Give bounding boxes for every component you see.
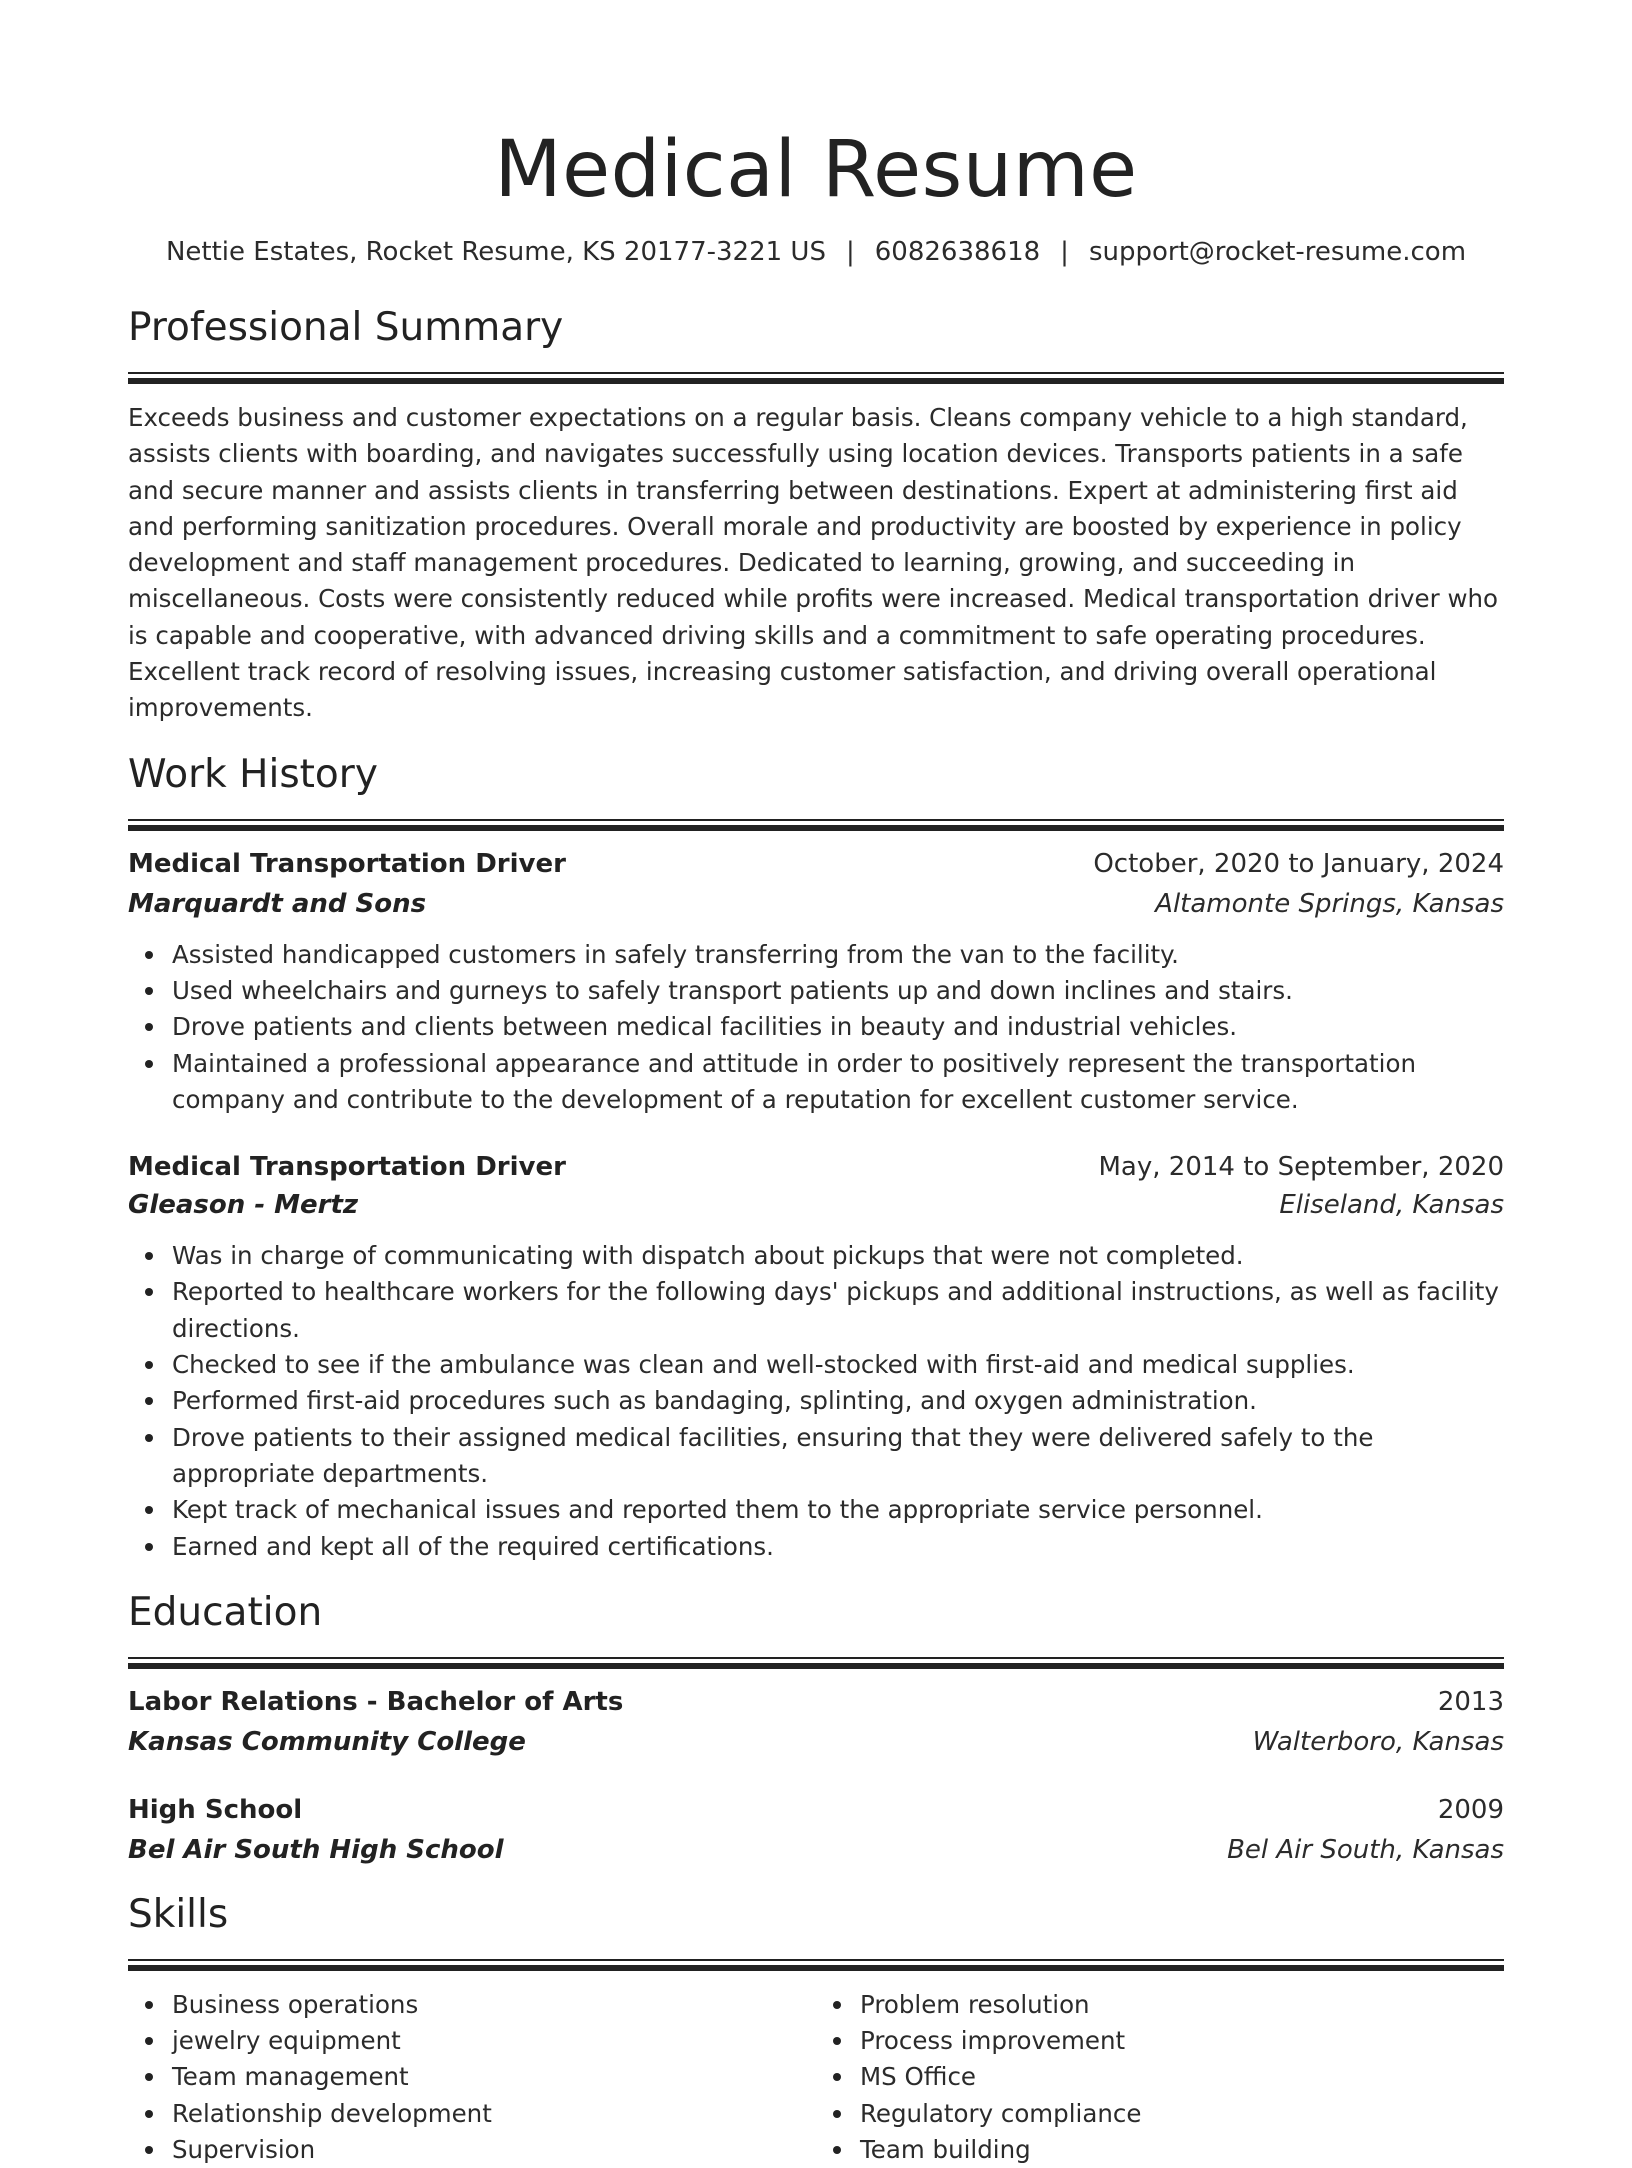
summary-text: Exceeds business and customer expectations on a regular basis. Cleans company vehicle to a high standard, assists clients with boarding, and navigates successfully using location devices. Transports patients in a safe and secure manner and assists clients in transferring between destinations. Expert at administering first aid and performing sanitization procedures. Overall morale and productivity are boosted by experience in policy development and staff management procedures. Dedicated to learning, growing, and succeeding in miscellaneous. Costs were consistently reduced while profits were increased. Medical transportation driver who is capable and cooperative, with advanced driving skills and a commitment to safe operating procedures. Excellent track record of resolving issues, increasing customer satisfaction, and driving overall operational improvements. (128, 403, 1499, 723)
education-school: Kansas Community College (128, 1726, 526, 1757)
list-item: Earned and kept all of the required certifications. (172, 1529, 1504, 1565)
skill-item: Team building (860, 2132, 1504, 2168)
section-divider (128, 1959, 1504, 1971)
skill-item: jewelry equipment (172, 2023, 816, 2059)
education-year: 2009 (1437, 1794, 1504, 1825)
education-section (128, 1589, 1504, 1869)
list-item: Reported to healthcare workers for the following days' pickups and additional instructions, as well as facility directions. (172, 1274, 1504, 1347)
contact-email: support@rocket-resume.com (1088, 237, 1467, 267)
contact-separator: | (1060, 237, 1069, 267)
education-location: Bel Air South, Kansas (1227, 1834, 1504, 1865)
job-employer: Gleason - Mertz (128, 1190, 359, 1221)
list-item: Drove patients to their assigned medical facilities, ensuring that they were delivered safely to the appropriate departments. (172, 1420, 1504, 1493)
education-year: 2013 (1437, 1686, 1504, 1717)
skills-grid (128, 1987, 1504, 2168)
job-location: Altamonte Springs, Kansas (1155, 888, 1504, 919)
job-employer: Marquardt and Sons (128, 888, 427, 919)
list-item: Used wheelchairs and gurneys to safely transport patients up and down inclines and stairs. (172, 973, 1504, 1009)
list-item: Checked to see if the ambulance was clean and well-stocked with first-aid and medical supplies. (172, 1347, 1504, 1383)
section-title-work: Work History (128, 751, 378, 797)
list-item: Kept track of mechanical issues and reported them to the appropriate service personnel. (172, 1492, 1504, 1528)
job-entry (128, 845, 1504, 1118)
list-item: Was in charge of communicating with dispatch about pickups that were not completed. (172, 1238, 1504, 1274)
education-school: Bel Air South High School (128, 1834, 504, 1865)
section-title-education: Education (128, 1589, 323, 1635)
contact-separator: | (845, 237, 855, 267)
section-title-summary: Professional Summary (128, 305, 564, 350)
list-item: Drove patients and clients between medical facilities in beauty and industrial vehicles. (172, 1009, 1504, 1045)
section-divider (128, 1657, 1504, 1669)
job-bullets (128, 1238, 1504, 1565)
section-divider (128, 372, 1504, 384)
section-divider (128, 819, 1504, 831)
summary-section (128, 304, 1504, 727)
section-title-skills: Skills (128, 1891, 229, 1937)
education-entry (128, 1791, 1504, 1869)
skill-item: Process improvement (860, 2023, 1504, 2059)
contact-phone: 6082638618 (874, 237, 1041, 267)
work-section (128, 751, 1504, 1565)
skill-item: Relationship development (172, 2096, 816, 2132)
job-location: Eliseland, Kansas (1279, 1190, 1504, 1221)
education-location: Walterboro, Kansas (1252, 1726, 1504, 1757)
skills-section (128, 1891, 1504, 2168)
skills-column-right (816, 1987, 1504, 2168)
list-item: Maintained a professional appearance and attitude in order to positively represent the transportation company and contribute to the development of a reputation for excellent customer service. (172, 1046, 1504, 1119)
skill-item: Regulatory compliance (860, 2096, 1504, 2132)
job-bullets (128, 937, 1504, 1118)
education-degree: High School (128, 1794, 303, 1825)
resume-page (128, 0, 1504, 2168)
resume-title: Medical Resume (494, 125, 1138, 215)
education-entry (128, 1683, 1504, 1761)
job-dates: October, 2020 to January, 2024 (1093, 848, 1504, 879)
skills-column-left (128, 1987, 816, 2168)
skill-item: Supervision (172, 2132, 816, 2168)
skill-item: Problem resolution (860, 1987, 1504, 2023)
education-degree: Labor Relations - Bachelor of Arts (128, 1686, 624, 1717)
skill-item: MS Office (860, 2059, 1504, 2095)
job-dates: May, 2014 to September, 2020 (1098, 1152, 1504, 1183)
contact-line (128, 236, 1504, 268)
skill-item: Team management (172, 2059, 816, 2095)
list-item: Performed first-aid procedures such as bandaging, splinting, and oxygen administration. (172, 1383, 1504, 1419)
skill-item: Business operations (172, 1987, 816, 2023)
contact-address: Nettie Estates, Rocket Resume, KS 20177-3221 US (165, 237, 826, 267)
job-title: Medical Transportation Driver (128, 1152, 566, 1183)
job-entry (128, 1148, 1504, 1565)
list-item: Assisted handicapped customers in safely transferring from the van to the facility. (172, 937, 1504, 973)
job-title: Medical Transportation Driver (128, 848, 566, 879)
